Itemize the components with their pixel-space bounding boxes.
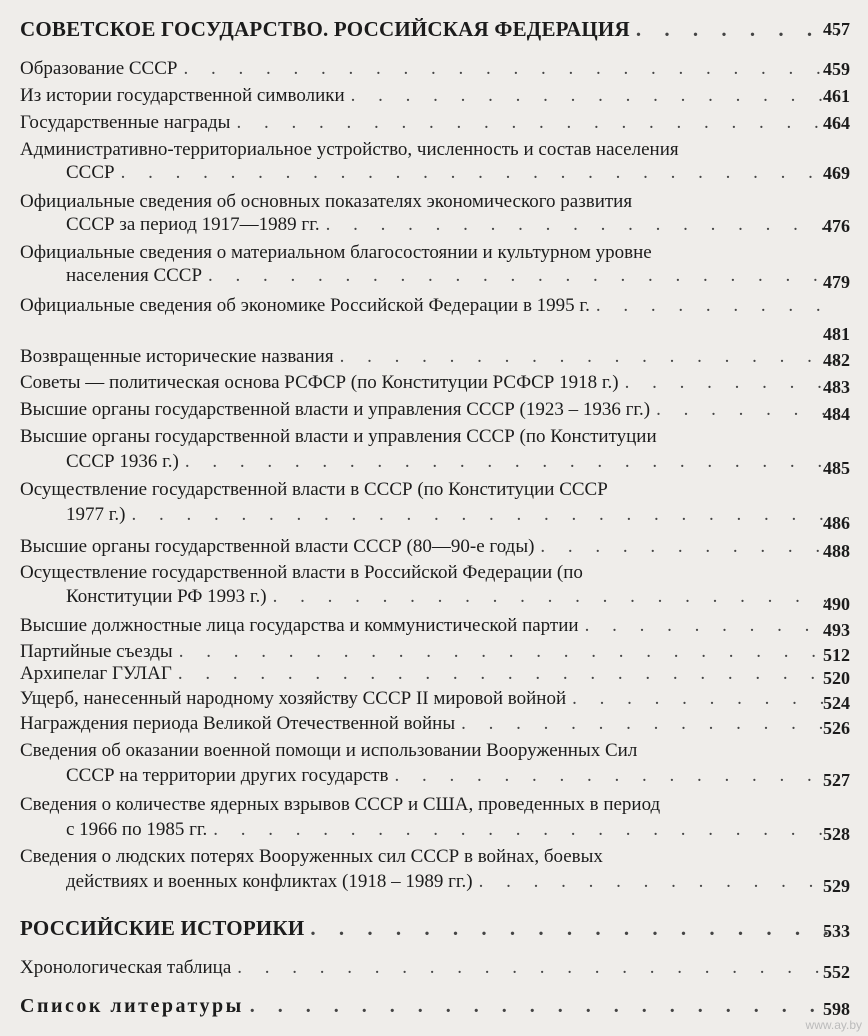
toc-entry <box>20 713 838 735</box>
leader-dots <box>250 995 838 1017</box>
page-number: 457 <box>823 19 850 39</box>
entry-title: Сведения о людских потерях Вооруженных сил СССР в войнах, боевых <box>20 846 603 867</box>
entry-title: Высшие должностные лица государства и коммунистической партии <box>20 615 579 636</box>
leader-dots <box>178 663 838 685</box>
toc-entry <box>20 112 838 134</box>
page-number: 482 <box>823 350 850 370</box>
entry-title: Сведения о количестве ядерных взрывов СССР и США, проведенных в период <box>20 794 661 815</box>
leader-dots <box>540 536 838 558</box>
leader-dots <box>585 615 838 637</box>
leader-dots <box>273 586 838 608</box>
entry-title: Ущерб, нанесенный народному хозяйству СССР II мировой войной <box>20 688 567 709</box>
entry-title: Высшие органы государственной власти СССР (80—90-е годы) <box>20 536 535 557</box>
leader-dots <box>121 162 838 184</box>
toc-entry <box>20 562 838 608</box>
entry-title: Осуществление государственной власти в СССР (по Конституции СССР <box>20 479 608 500</box>
leader-dots <box>461 713 838 735</box>
section-heading-chronology <box>20 957 838 979</box>
leader-dots <box>236 112 838 134</box>
leader-dots <box>394 765 838 787</box>
toc-entry <box>20 794 838 841</box>
leader-dots <box>185 451 838 473</box>
entry-title: Государственные награды <box>20 112 231 133</box>
leader-dots <box>572 688 838 710</box>
toc-entry <box>20 58 838 80</box>
toc-entry <box>20 191 838 236</box>
toc-entry <box>20 479 838 526</box>
page-number: 493 <box>823 620 850 640</box>
section-heading-soviet <box>20 18 838 40</box>
toc-entry <box>20 536 838 558</box>
entry-title: Архипелаг ГУЛАГ <box>20 663 172 684</box>
entry-title-cont: населения СССР <box>66 265 203 286</box>
page-number: 481 <box>823 324 850 344</box>
page-number: 527 <box>823 770 850 790</box>
leader-dots <box>326 214 838 236</box>
entry-title-cont: действиях и военных конфликтах (1918 – 1989 гг.) <box>66 871 473 892</box>
toc-entry <box>20 372 838 394</box>
page-number: 526 <box>823 718 850 738</box>
leader-dots <box>656 399 838 421</box>
section-title: СОВЕТСКОЕ ГОСУДАРСТВО. РОССИЙСКАЯ ФЕДЕРАЦИЯ <box>20 17 630 41</box>
page-number: 485 <box>823 458 850 478</box>
leader-dots <box>636 18 838 40</box>
leader-dots <box>479 871 838 893</box>
entry-title-cont: СССР за период 1917—1989 гг. <box>66 214 320 235</box>
section-title: Список литературы <box>20 995 244 1017</box>
leader-dots <box>237 957 838 979</box>
entry-title: Официальные сведения об экономике Российской Федерации в 1995 г. <box>20 295 590 316</box>
leader-dots <box>179 641 838 663</box>
watermark: www.ay.by <box>805 1018 862 1032</box>
page-number: 598 <box>823 999 850 1019</box>
leader-dots <box>213 819 838 841</box>
entry-title: Высшие органы государственной власти и управления СССР (по Конституции <box>20 426 657 447</box>
leader-dots <box>351 85 838 107</box>
page-number: 479 <box>823 272 850 292</box>
entry-title-cont: 1977 г.) <box>66 504 126 525</box>
toc-entry <box>20 663 838 685</box>
page-number: 461 <box>823 86 850 106</box>
page-number: 528 <box>823 824 850 844</box>
page-number: 524 <box>823 693 850 713</box>
page-number: 469 <box>823 163 850 183</box>
page-number: 490 <box>823 594 850 614</box>
entry-title-cont: Конституции РФ 1993 г.) <box>66 586 267 607</box>
entry-title: Сведения об оказании военной помощи и использовании Вооруженных Сил <box>20 740 638 761</box>
leader-dots <box>625 372 838 394</box>
entry-title: Образование СССР <box>20 58 178 79</box>
toc-entry <box>20 295 838 317</box>
page-number: 486 <box>823 513 850 533</box>
page-number: 488 <box>823 541 850 561</box>
leader-dots <box>208 265 838 287</box>
toc-entry <box>20 641 838 663</box>
entry-title-cont: СССР 1936 г.) <box>66 451 179 472</box>
entry-title: Советы — политическая основа РСФСР (по Конституции РСФСР 1918 г.) <box>20 372 619 393</box>
page-number: 464 <box>823 113 850 133</box>
toc-entry <box>20 399 838 421</box>
leader-dots <box>131 504 838 526</box>
page-number: 512 <box>823 645 850 665</box>
entry-title-cont: СССР <box>66 162 115 183</box>
entry-title: Высшие органы государственной власти и управления СССР (1923 – 1936 гг.) <box>20 399 651 420</box>
page-number: 529 <box>823 876 850 896</box>
page-number: 552 <box>823 962 850 982</box>
toc-entry <box>20 615 838 637</box>
toc-entry <box>20 688 838 710</box>
entry-title-cont: СССР на территории других государств <box>66 765 389 786</box>
entry-title: Возвращенные исторические названия <box>20 346 334 367</box>
entry-title: Партийные съезды <box>20 641 173 662</box>
toc-entry <box>20 85 838 107</box>
page-number: 459 <box>823 59 850 79</box>
toc-entry <box>20 139 838 184</box>
toc-entry <box>20 346 838 368</box>
entry-title: Официальные сведения о материальном благосостоянии и культурном уровне <box>20 242 652 263</box>
page-number: 483 <box>823 377 850 397</box>
toc-entry <box>20 242 838 287</box>
page-number: 476 <box>823 216 850 236</box>
toc-entry <box>20 846 838 893</box>
entry-title: Награждения периода Великой Отечественной войны <box>20 713 456 734</box>
leader-dots <box>310 917 838 939</box>
toc-entry <box>20 426 838 473</box>
section-heading-literature <box>20 995 838 1017</box>
leader-dots <box>183 58 838 80</box>
section-heading-historians <box>20 917 838 939</box>
page-number: 484 <box>823 404 850 424</box>
entry-title: Официальные сведения об основных показателях экономического развития <box>20 191 633 212</box>
section-title: Хронологическая таблица <box>20 957 232 978</box>
entry-title: Административно-территориальное устройство, численность и состав населения <box>20 139 679 160</box>
entry-title: Из истории государственной символики <box>20 85 345 106</box>
entry-title: Осуществление государственной власти в Российской Федерации (по <box>20 562 583 583</box>
toc-entry <box>20 740 838 787</box>
page-number: 520 <box>823 668 850 688</box>
page-number: 533 <box>823 921 850 941</box>
entry-title-cont: с 1966 по 1985 гг. <box>66 819 208 840</box>
leader-dots <box>596 295 838 317</box>
leader-dots <box>340 346 838 368</box>
section-title: РОССИЙСКИЕ ИСТОРИКИ <box>20 916 305 940</box>
